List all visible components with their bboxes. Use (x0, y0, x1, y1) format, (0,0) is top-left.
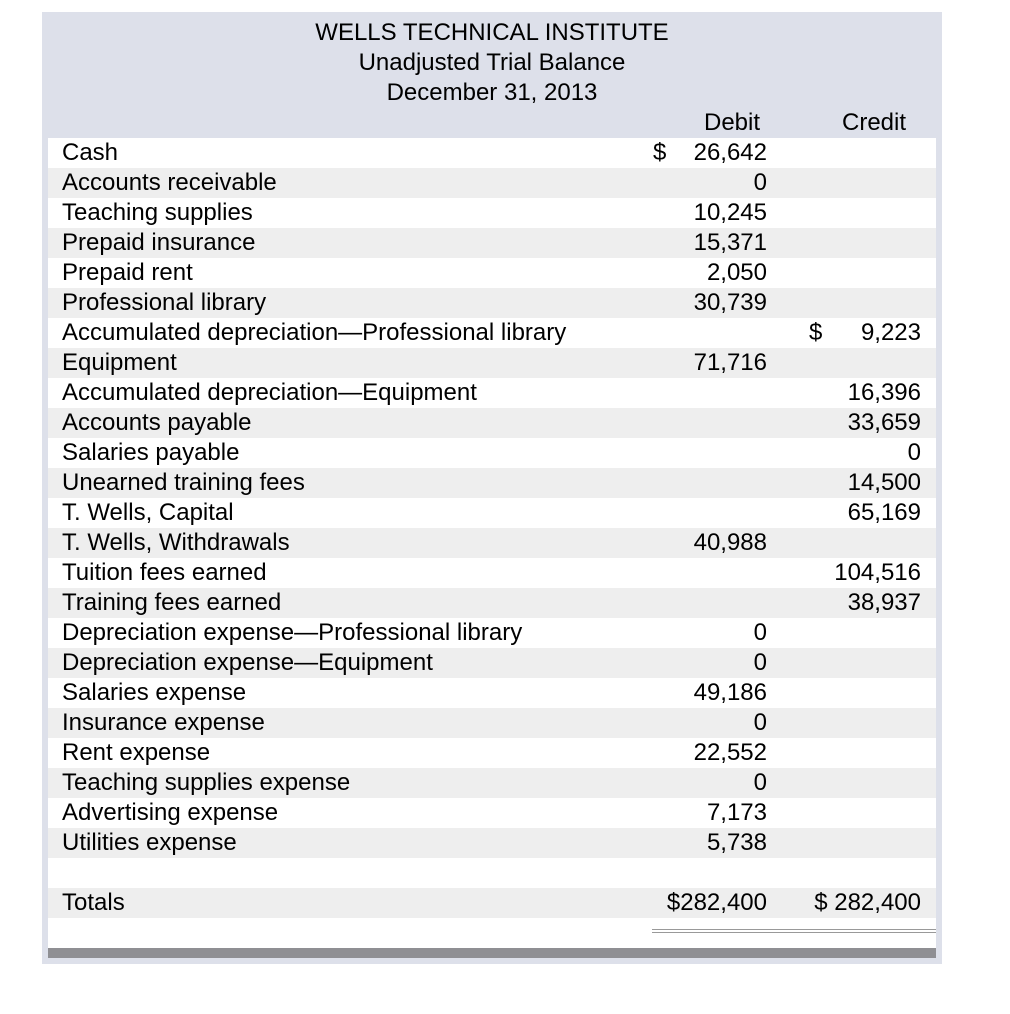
credit-amount: 65,169 (847, 499, 921, 526)
account-name: Cash (62, 139, 119, 166)
debit-amount: 10,245 (693, 199, 767, 226)
table-row (48, 708, 936, 738)
account-name: Tuition fees earned (62, 559, 267, 586)
table-row (48, 738, 936, 768)
debit-currency-symbol: $ (653, 139, 667, 166)
totals-double-rule (652, 929, 936, 933)
table-row (48, 138, 936, 168)
debit-amount: 15,371 (693, 229, 767, 256)
account-name: Salaries payable (62, 439, 240, 466)
table-row (48, 558, 936, 588)
debit-amount: 0 (753, 709, 767, 736)
debit-amount: 0 (753, 619, 767, 646)
account-name: Teaching supplies expense (62, 769, 351, 796)
debit-amount: 49,186 (693, 679, 767, 706)
account-name: Advertising expense (62, 799, 279, 826)
account-name: Professional library (62, 289, 267, 316)
table-row (48, 348, 936, 378)
credit-amount: 9,223 (860, 319, 921, 346)
table-row (48, 318, 936, 348)
debit-amount: 5,738 (706, 829, 767, 856)
account-name: Accumulated depreciation—Professional library (62, 319, 567, 346)
account-name: Accounts payable (62, 409, 252, 436)
table-row (48, 288, 936, 318)
credit-currency-symbol: $ (809, 319, 823, 346)
account-rows (48, 138, 936, 858)
totals-label: Totals (62, 889, 125, 916)
debit-column-header: Debit (704, 109, 761, 136)
table-row (48, 198, 936, 228)
table-row (48, 438, 936, 468)
account-name: T. Wells, Capital (62, 499, 234, 526)
totals-credit: $ 282,400 (814, 889, 921, 916)
credit-column-header: Credit (842, 109, 907, 136)
debit-amount: 0 (753, 769, 767, 796)
table-row (48, 828, 936, 858)
credit-amount: 14,500 (847, 469, 921, 496)
credit-amount: 104,516 (834, 559, 921, 586)
table-row (48, 648, 936, 678)
debit-amount: 71,716 (693, 349, 767, 376)
account-name: Prepaid insurance (62, 229, 256, 256)
spacer-row (48, 858, 936, 888)
statement-title: Unadjusted Trial Balance (358, 49, 626, 76)
account-name: Utilities expense (62, 829, 237, 856)
debit-amount: 26,642 (693, 139, 767, 166)
table-row (48, 408, 936, 438)
account-name: Rent expense (62, 739, 211, 766)
account-name: Teaching supplies (62, 199, 253, 226)
table-row (48, 378, 936, 408)
account-name: Salaries expense (62, 679, 247, 706)
totals-row (48, 888, 936, 918)
table-row (48, 618, 936, 648)
account-name: Insurance expense (62, 709, 265, 736)
table-row (48, 798, 936, 828)
table-row (48, 168, 936, 198)
table-row (48, 678, 936, 708)
account-name: T. Wells, Withdrawals (62, 529, 290, 556)
debit-amount: 40,988 (693, 529, 767, 556)
account-name: Training fees earned (62, 589, 282, 616)
debit-amount: 7,173 (706, 799, 767, 826)
table-row (48, 498, 936, 528)
account-name: Equipment (62, 349, 177, 376)
table-row (48, 588, 936, 618)
account-name: Accounts receivable (62, 169, 277, 196)
table-row (48, 228, 936, 258)
account-name: Prepaid rent (62, 259, 193, 286)
debit-amount: 0 (753, 169, 767, 196)
table-row (48, 768, 936, 798)
table-row (48, 468, 936, 498)
account-name: Depreciation expense—Equipment (62, 649, 433, 676)
debit-amount: 22,552 (693, 739, 767, 766)
spacer-row (48, 918, 936, 948)
credit-amount: 0 (907, 439, 921, 466)
debit-amount: 30,739 (693, 289, 767, 316)
debit-amount: 2,050 (706, 259, 767, 286)
credit-amount: 38,937 (847, 589, 921, 616)
account-name: Depreciation expense—Professional library (62, 619, 523, 646)
company-name: WELLS TECHNICAL INSTITUTE (315, 19, 669, 46)
account-name: Unearned training fees (62, 469, 305, 496)
totals-debit: $282,400 (666, 889, 767, 916)
table-row (48, 528, 936, 558)
credit-amount: 33,659 (847, 409, 921, 436)
statement-date: December 31, 2013 (386, 79, 598, 106)
table-row (48, 258, 936, 288)
credit-amount: 16,396 (847, 379, 921, 406)
statement-header (42, 18, 942, 108)
account-name: Accumulated depreciation—Equipment (62, 379, 477, 406)
bottom-bar (48, 948, 936, 958)
debit-amount: 0 (753, 649, 767, 676)
